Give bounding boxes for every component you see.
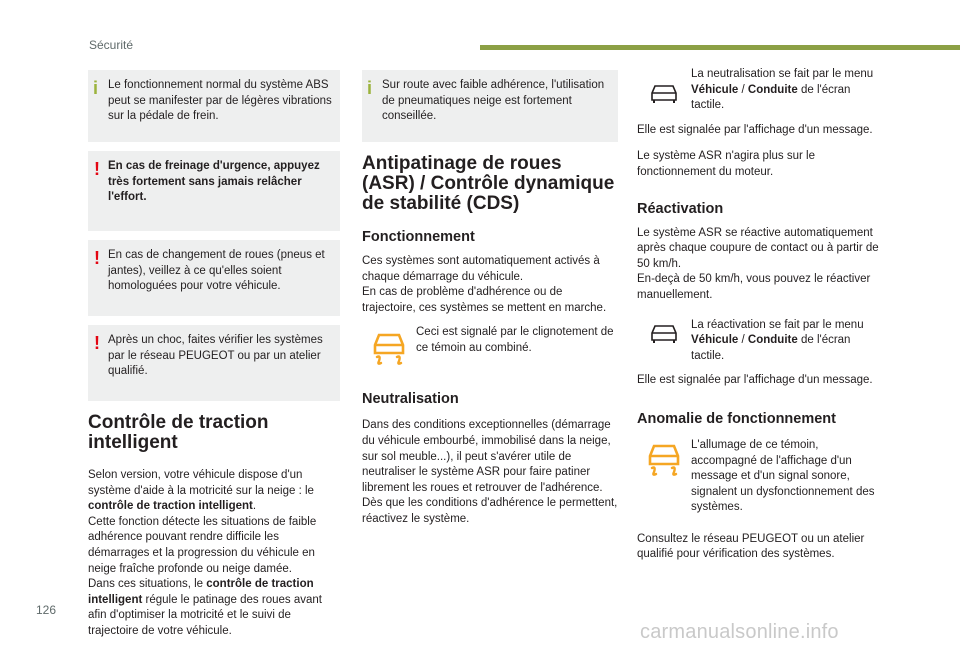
asr-warning-light-icon	[645, 442, 683, 478]
column-2	[362, 70, 618, 528]
section-heading-asr-cds: Antipatinage de roues (ASR) / Contrôle dynamique de stabilité (CDS)	[362, 153, 615, 214]
warning-note-freinage	[88, 151, 340, 231]
info-note-text: Le fonctionnement normal du système ABS peut se manifester par de légères vibrations sur la pédale de frein.	[108, 79, 332, 122]
warning-note-choc	[88, 325, 340, 401]
asr-warning-light-icon	[370, 331, 408, 367]
info-mark-icon: i	[93, 78, 99, 98]
warning-note-text: Après un choc, faites vérifier les systèmes par le réseau PEUGEOT ou par un atelier qualifié.	[108, 334, 323, 377]
body-paragraph: Elle est signalée par l'affichage d'un message.	[637, 374, 873, 387]
menu-path-vehicule: Véhicule	[691, 83, 739, 96]
text: .	[252, 500, 257, 513]
column-1	[88, 70, 340, 640]
traction-paragraph: Cette fonction détecte les situations de faible adhérence pouvant rendre difficile les démarrages et la progression du véhicule en neige fraîche profonde ou neige damée.	[88, 515, 317, 575]
body-paragraph: Dès que les conditions d'adhérence le permettent, réactivez le système.	[362, 497, 618, 525]
bold-text: contrôle de traction intelligent	[88, 500, 253, 513]
neutralisation-menu-row	[637, 67, 893, 114]
text: de l'écran tactile.	[691, 334, 851, 362]
body-paragraph: Consultez le réseau PEUGEOT ou un atelier qualifié pour vérification des systèmes.	[637, 532, 865, 561]
neutralisation-menu-text	[691, 67, 881, 114]
body-paragraph: Le système ASR n'agira plus sur le fonctionnement du moteur.	[637, 150, 815, 178]
menu-path-vehicule: Véhicule	[691, 334, 739, 347]
traction-paragraph	[88, 468, 340, 515]
info-note-abs	[88, 70, 340, 142]
subheading-fonctionnement: Fonctionnement	[362, 229, 475, 245]
traction-body	[88, 468, 340, 640]
text: Selon version, votre véhicule dispose d'un système d'aide à la motricité sur la neige : le	[88, 469, 314, 497]
body-paragraph: En-deçà de 50 km/h, vous pouvez le réactiver manuellement.	[637, 273, 871, 301]
body-paragraph: Elle est signalée par l'affichage d'un message.	[637, 123, 873, 136]
info-note-text: Sur route avec faible adhérence, l'utilisation de pneumatiques neige est fortement conseillée.	[382, 79, 605, 122]
text: de l'écran tactile.	[691, 83, 851, 112]
text: régule le patinage des roues avant afin d'optimiser la motricité et le suivi de trajectoire de votre véhicule.	[88, 593, 322, 637]
text: Dans ces situations, le	[88, 578, 204, 591]
section-heading-traction: Contrôle de traction intelligent	[88, 412, 269, 453]
page-number: 126	[36, 603, 57, 617]
menu-separator: /	[741, 334, 745, 347]
body-paragraph: Ces systèmes sont automatiquement activés à chaque démarrage du véhicule.	[362, 255, 600, 283]
menu-path-conduite: Conduite	[747, 334, 798, 347]
car-icon	[649, 323, 679, 345]
anomalie-warning-light-text: L'allumage de ce témoin, accompagné de l'affichage d'un message et d'un signal sonore, signalent un dysfonctionnement des systèmes.	[691, 438, 875, 514]
menu-separator: /	[741, 83, 745, 96]
asr-warning-light-text: Ceci est signalé par le clignotement de ce témoin au combiné.	[416, 326, 614, 354]
warning-mark-icon: !	[94, 159, 100, 179]
warning-note-text: En cas de changement de roues (pneus et jantes), veillez à ce qu'elles soient homologuées pour votre véhicule.	[108, 249, 325, 292]
menu-path-conduite: Conduite	[747, 83, 798, 96]
reactivation-menu-row	[637, 318, 893, 365]
text: La neutralisation se fait par le menu	[691, 68, 874, 80]
warning-mark-icon: !	[94, 248, 100, 268]
anomalie-warning-light-row	[637, 438, 893, 516]
text: La réactivation se fait par le menu	[691, 318, 864, 331]
watermark: carmanualsonline.info	[640, 621, 839, 643]
section-title: Sécurité	[89, 38, 134, 52]
header-accent-bar	[480, 45, 960, 50]
subheading-reactivation: Réactivation	[637, 200, 724, 217]
reactivation-menu-text	[691, 318, 881, 365]
traction-paragraph	[88, 577, 340, 639]
bold-text: contrôle de traction intelligent	[88, 578, 314, 606]
body-paragraph: Le système ASR se réactive automatiquement après chaque coupure de contact ou à partir de 50 km/h.	[637, 226, 879, 270]
asr-warning-light-row	[362, 325, 618, 367]
info-note-neige	[362, 70, 618, 142]
info-mark-icon: i	[367, 78, 373, 98]
column-3	[637, 67, 893, 563]
body-paragraph: En cas de problème d'adhérence ou de trajectoire, ces systèmes se mettent en marche.	[362, 286, 607, 314]
car-icon	[649, 83, 679, 105]
subheading-anomalie: Anomalie de fonctionnement	[637, 410, 836, 427]
warning-note-roues	[88, 240, 340, 316]
body-paragraph: Dans des conditions exceptionnelles (démarrage du véhicule embourbé, immobilisé dans la neige, sur sol meuble...), il peut s'avérer utile de neutraliser le système ASR pour faire patiner librement les roues et retrouver de l'adhérence.	[362, 419, 611, 494]
warning-note-text: En cas de freinage d'urgence, appuyez très fortement sans jamais relâcher l'effort.	[108, 160, 320, 203]
subheading-neutralisation: Neutralisation	[362, 391, 459, 408]
warning-mark-icon: !	[94, 333, 100, 353]
